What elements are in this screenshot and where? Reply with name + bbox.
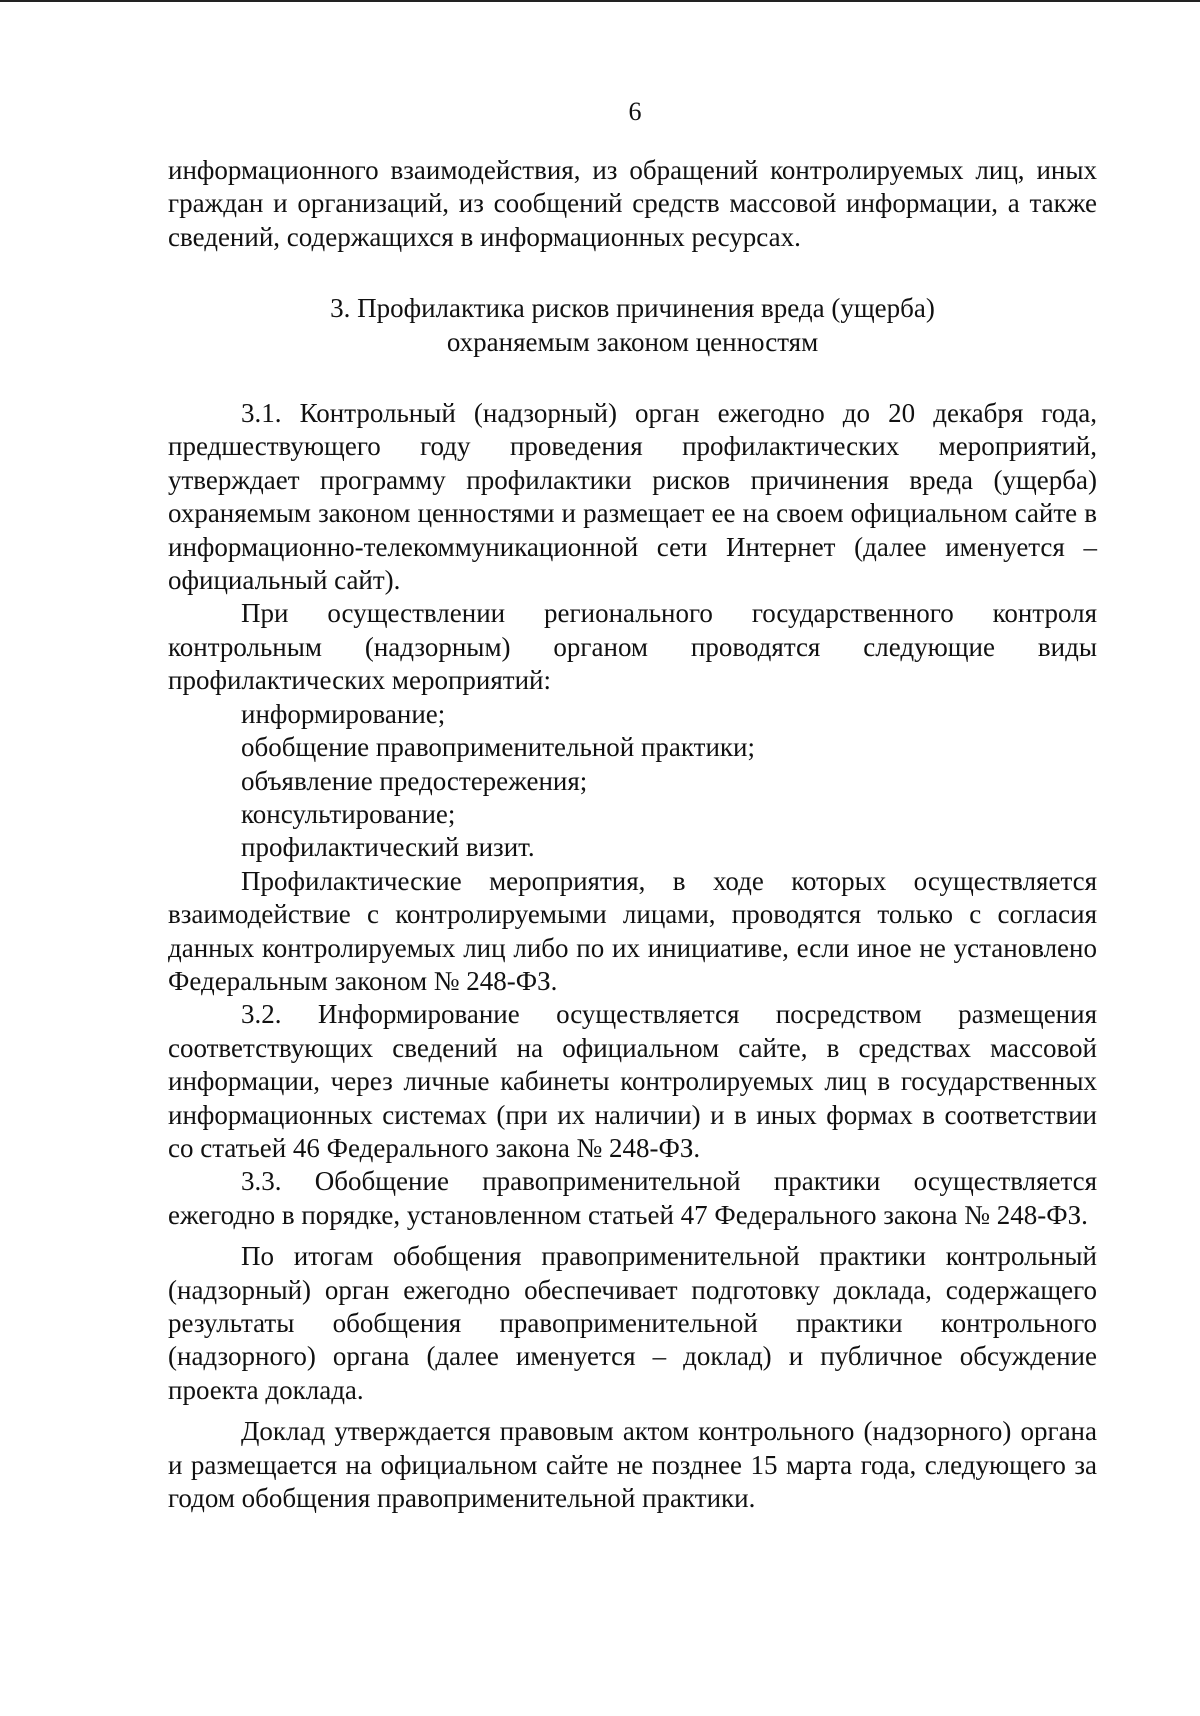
intro-paragraph: информационного взаимодействия, из обращений контролируемых лиц, иных граждан и организаций, из сообщений средств массовой информации, а также сведений, содержащихся в информационных ресурсах. xyxy=(168,155,1097,252)
top-edge-line xyxy=(0,0,1200,2)
paragraph-report-approval: Доклад утверждается правовым актом контрольного (надзорного) органа и размещается на официальном сайте не позднее 15 марта года, следующего за годом обобщения правоприменительной практики. xyxy=(168,1416,1097,1514)
paragraph-3-2: 3.2. Информирование осуществляется посредством размещения соответствующих сведений на официальном сайте, в средствах массовой информации, через личные кабинеты контролируемых лиц в государственных информационных системах (при их наличии) и в иных формах в соответствии со статьей 46 Федерального закона № 248-ФЗ. xyxy=(168,999,1097,1163)
paragraph-gap xyxy=(168,1232,1097,1240)
section-heading xyxy=(168,292,1097,359)
paragraph-measure-types-intro: При осуществлении регионального государственного контроля контрольным (надзорным) органом проводятся следующие виды профилактических мероприятий: xyxy=(168,598,1097,696)
page-number: 6 xyxy=(628,97,642,126)
list-item: профилактический визит. xyxy=(241,832,535,863)
paragraph-report-preparation: По итогам обобщения правоприменительной практики контрольный (надзорный) орган ежегодно обеспечивает подготовку доклада, содержащего результаты обобщения правоприменительной практики контрольного (надзорного) органа (далее именуется – доклад) и публичное обсуждение проекта доклада. xyxy=(168,1241,1097,1405)
list-item: консультирование; xyxy=(241,798,456,829)
section-heading-line-1: 3. Профилактика рисков причинения вреда (ущерба) xyxy=(330,293,935,324)
measures-list xyxy=(168,698,1097,865)
list-item: информирование; xyxy=(241,698,446,729)
document-body xyxy=(168,154,1097,1515)
list-item: объявление предостережения; xyxy=(241,765,588,796)
paragraph-3-3: 3.3. Обобщение правоприменительной практики осуществляется ежегодно в порядке, установленном статьей 47 Федерального закона № 248-ФЗ. xyxy=(168,1166,1097,1230)
paragraph-interaction-consent: Профилактические мероприятия, в ходе которых осуществляется взаимодействие с контролируемыми лицами, проводятся только с согласия данных контролируемых лиц либо по их инициативе, если иное не установлено Федеральным законом № 248-ФЗ. xyxy=(168,865,1097,996)
paragraph-3-1: 3.1. Контрольный (надзорный) орган ежегодно до 20 декабря года, предшествующего году проведения профилактических мероприятий, утверждает программу профилактики рисков причинения вреда (ущерба) охраняемым законом ценностями и размещает ее на своем официальном сайте в информационно-телекоммуникационной сети Интернет (далее именуется – официальный сайт). xyxy=(168,398,1097,596)
paragraph-gap xyxy=(168,1407,1097,1415)
list-item: обобщение правоприменительной практики; xyxy=(241,732,755,763)
section-heading-line-2: охраняемым законом ценностям xyxy=(446,326,819,357)
